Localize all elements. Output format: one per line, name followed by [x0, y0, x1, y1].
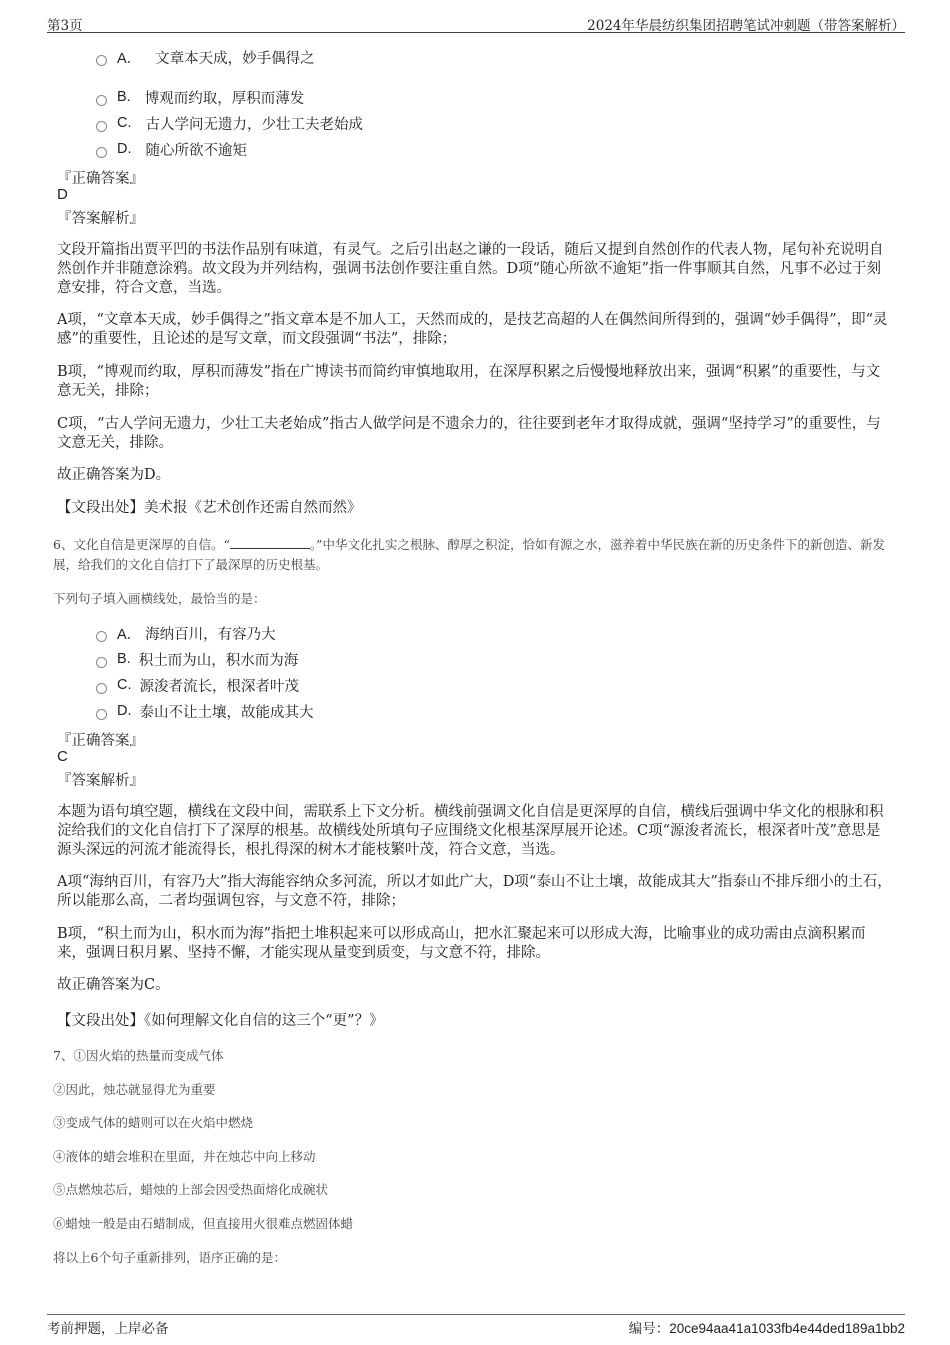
- page-number: 第3页: [47, 18, 83, 34]
- source-citation: 【文段出处】《如何理解文化自信的这三个“更”？》: [57, 1013, 384, 1029]
- sentence-item: ⑥蜡烛一般是由石蜡制成，但直接用火很难点燃固体蜡: [53, 1216, 354, 1231]
- analysis-label: 『答案解析』: [57, 773, 144, 789]
- document-id: 编号：20ce94aa41a1033fb4e44ded189a1bb2: [628, 1321, 905, 1336]
- analysis-paragraph: A项，“文章本天成，妙手偶得之”指文章本是不加人工，天然而成的，是技艺高超的人在偶然间所得到的，强调“妙手偶得”，即“灵感”的重要性，且论述的是写文章，而文段强调“书法”，排除；: [57, 312, 888, 347]
- footer-slogan: 考前押题，上岸必备: [47, 1321, 169, 1337]
- q6-option-a[interactable]: A． 海纳百川，有容乃大: [96, 622, 276, 644]
- page-header: [47, 12, 905, 33]
- analysis-paragraph: A项“海纳百川，有容乃大”指大海能容纳众多河流，所以才如此广大，D项“泰山不让土壤，故能成其大”指泰山不排斥细小的土石，所以能那么高，二者均强调包容，与文意不符，排除；: [57, 874, 892, 909]
- correct-answer-label: 『正确答案』: [57, 733, 144, 749]
- analysis-paragraph: 文段开篇指出贾平凹的书法作品别有味道，有灵气。之后引出赵之谦的一段话，随后又提到自然创作的代表人物，尾句补充说明自然创作并非随意涂鸦。故文段为并列结构，强调书法创作要注重自然。D项“随心所欲不逾矩”指一件事顺其自然，凡事不必过于刻意安排，符合文意，当选。: [57, 242, 884, 296]
- q6-option-b[interactable]: B. 积土而为山，积水而为海: [96, 648, 298, 670]
- radio-icon[interactable]: [96, 55, 107, 66]
- q5-option-a[interactable]: A． 文章本天成，妙手偶得之: [96, 46, 315, 68]
- radio-icon[interactable]: [96, 631, 107, 642]
- sentence-item: ⑤点燃烛芯后，蜡烛的上部会因受热面熔化成碗状: [53, 1182, 329, 1197]
- analysis-paragraph: C项，“古人学问无遗力，少壮工夫老始成”指古人做学问是不遗余力的，往往要到老年才取得成就，强调“坚持学习”的重要性，与文意无关，排除。: [57, 416, 881, 451]
- fill-blank: [230, 536, 310, 549]
- correct-answer: C: [57, 748, 68, 765]
- correct-answer-label: 『正确答案』: [57, 171, 144, 187]
- sentence-item: 7、①因火焰的热量而变成气体: [53, 1048, 224, 1063]
- analysis-paragraph: B项，“博观而约取，厚积而薄发”指在广博读书而简约审慎地取用，在深厚积累之后慢慢地释放出来，强调“积累”的重要性，与文意无关，排除；: [57, 364, 881, 399]
- radio-icon[interactable]: [96, 95, 107, 106]
- analysis-paragraph: 故正确答案为C。: [57, 977, 170, 993]
- question-prompt: 将以上6个句子重新排列，语序正确的是：: [53, 1250, 286, 1265]
- page-footer: [47, 1314, 905, 1339]
- radio-icon[interactable]: [96, 683, 107, 694]
- question-prompt: 下列句子填入画横线处，最恰当的是：: [53, 591, 266, 606]
- document-title: 2024年华晨纺织集团招聘笔试冲刺题（带答案解析）: [587, 18, 905, 34]
- analysis-paragraph: 本题为语句填空题，横线在文段中间，需联系上下文分析。横线前强调文化自信是更深厚的自信，横线后强调中华文化的根脉和积淀给我们的文化自信打下了深厚的根基。故横线处所填句子应围绕文化根基深厚展开论述。C项“源浚者流长，根深者叶茂”意思是源头深远的河流才能流得长，根扎得深的树木才能枝繁叶茂，符合文意，当选。: [57, 804, 884, 858]
- radio-icon[interactable]: [96, 657, 107, 668]
- q6-option-d[interactable]: D. 泰山不让土壤，故能成其大: [96, 700, 314, 722]
- sentence-item: ③变成气体的蜡则可以在火焰中燃烧: [53, 1115, 254, 1130]
- source-citation: 【文段出处】美术报《艺术创作还需自然而然》: [57, 500, 362, 516]
- q5-option-d[interactable]: D. 随心所欲不逾矩: [96, 138, 247, 160]
- radio-icon[interactable]: [96, 709, 107, 720]
- sentence-item: ④液体的蜡会堆积在里面，并在烛芯中向上移动: [53, 1149, 316, 1164]
- radio-icon[interactable]: [96, 121, 107, 132]
- q5-option-c[interactable]: C. 古人学问无遗力，少壮工夫老始成: [96, 112, 363, 134]
- q6-option-c[interactable]: C. 源浚者流长，根深者叶茂: [96, 674, 299, 696]
- analysis-paragraph: 故正确答案为D。: [57, 467, 171, 483]
- q5-option-b[interactable]: B. 博观而约取，厚积而薄发: [96, 86, 304, 108]
- correct-answer: D: [57, 186, 68, 203]
- sentence-item: ②因此，烛芯就显得尤为重要: [53, 1082, 216, 1097]
- analysis-label: 『答案解析』: [57, 211, 144, 227]
- radio-icon[interactable]: [96, 147, 107, 158]
- question-stem: 6、文化自信是更深厚的自信。“ 。”中华文化扎实之根脉、醇厚之积淀，恰如有源之水，滋养着中华民族在新的历史条件下的新创造、新发展，给我们的文化自信打下了最深厚的历史根基。: [53, 537, 886, 572]
- analysis-paragraph: B项，“积土而为山，积水而为海”指把土堆积起来可以形成高山，把水汇聚起来可以形成大海，比喻事业的成功需由点滴积累而来，强调日积月累、坚持不懈，才能实现从量变到质变，与文意不符，排除。: [57, 926, 866, 961]
